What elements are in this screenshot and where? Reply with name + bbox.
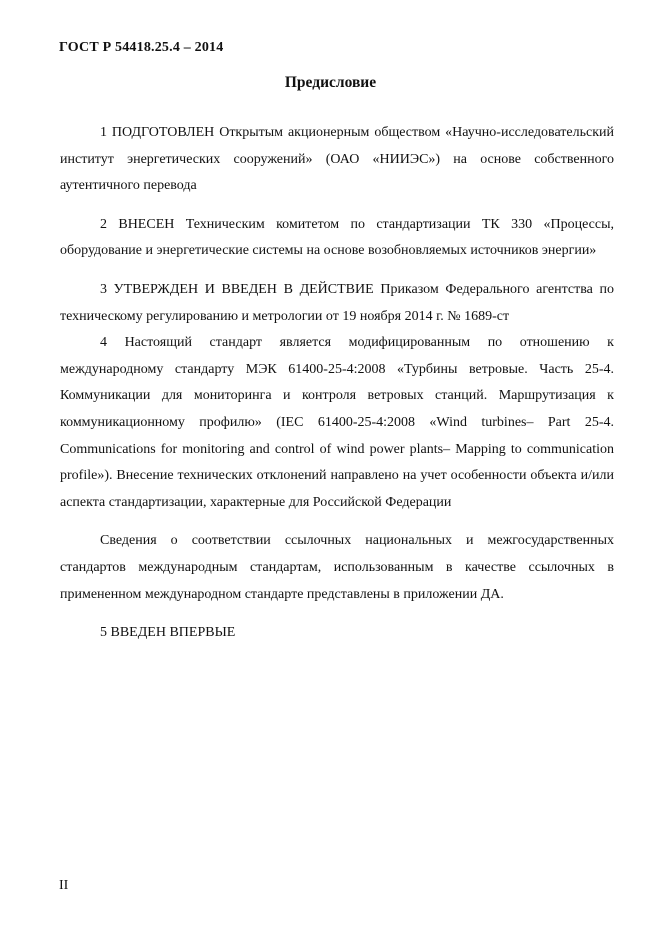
paragraph-first-introduced: 5 ВВЕДЕН ВПЕРВЫЕ [100, 625, 236, 641]
paragraph-reference-info: Сведения о соответствии ссылочных национальных и межгосударственных стандартов международным стандартам, использованным в качестве ссылочных в примененном международном стандарте представлены в приложении ДА. [60, 533, 614, 602]
page-number: II [59, 878, 69, 893]
paragraph-approved: 3 УТВЕРЖДЕН И ВВЕДЕН В ДЕЙСТВИЕ Приказом Федерального агентства по техническому регулированию и метрологии от 19 ноября 2014 г. № 1689-ст [60, 281, 614, 324]
document-header: ГОСТ Р 54418.25.4 – 2014 [59, 40, 224, 55]
paragraph-modified-standard: 4 Настоящий стандарт является модифицированным по отношению к международному стандарту МЭК 61400-25-4:2008 «Турбины ветровые. Часть 25-4. Коммуникации для мониторинга и контроля ветровых станций. Маршрутизация к коммуникационному профилю» (IEC 61400-25-4:2008 «Wind turbines– Part 25-4. Communications for monitoring and control of wind power plants– Mapping to communication profile»). Внесение технических отклонений направлено на учет особенности объекта и/или аспекта стандартизации, характерные для Российской Федерации [60, 335, 614, 510]
section-title: Предисловие [284, 74, 377, 91]
foreword-body [60, 120, 614, 647]
paragraph-prepared-by: 1 ПОДГОТОВЛЕН Открытым акционерным обществом «Научно-исследовательский институт энергетических сооружений» (ОАО «НИИЭС») на основе собственного аутентичного перевода [60, 125, 614, 194]
paragraph-introduced-by: 2 ВНЕСЕН Техническим комитетом по стандартизации ТК 330 «Процессы, оборудование и энергетические системы на основе возобновляемых источников энергии» [60, 216, 614, 259]
